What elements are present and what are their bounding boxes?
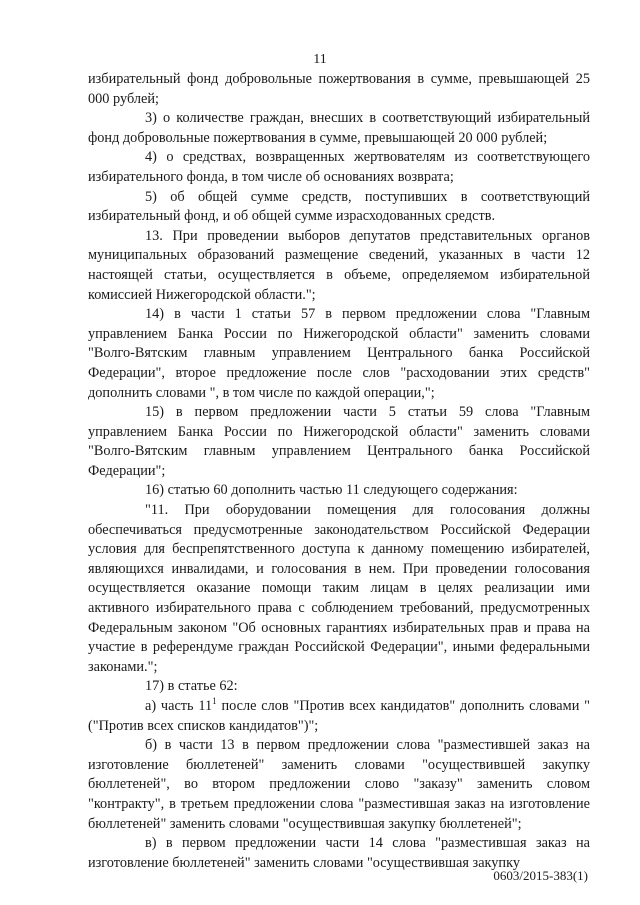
paragraph-item-4: 4) о средствах, возвращенных жертвователям из соответствующего избирательного фонда, в том числе об основаниях возврата; xyxy=(88,149,590,185)
subitem-a-text-end: после слов "Против всех кандидатов" дополнить словами "("Против всех списков кандидатов")"; xyxy=(88,698,591,734)
paragraph-subitem-b: б) в части 13 в первом предложении слова "разместившей заказ на изготовление бюллетеней" заменить словами "осуществившей закупку бюллетеней", во втором предложении слово "заказу" заменить словом "контракту", в третьем предложении слова "разместившая заказ на изготовление бюллетеней" заменить словами "осуществившая закупку бюллетеней"; xyxy=(88,737,590,832)
paragraph-part-11-quote: "11. При оборудовании помещения для голосования должны обеспечиваться предусмотренные законодательством Российской Федерации условия для беспрепятственного доступа к данному помещению избирателей, являющихся инвалидами, и голосования в нем. При проведении голосования осуществляется оказание помощи таким лицам в целях реализации ими активного избирательного права с соблюдением требований, предусмотренных Федеральным законом "Об основных гарантиях избирательных прав и права на участие в референдуме граждан Российской Федерации", иными федеральными законами."; xyxy=(88,502,590,675)
paragraph-item-17: 17) в статье 62: xyxy=(145,678,238,695)
page-number: 11 xyxy=(313,52,327,67)
superscript: 1 xyxy=(212,696,217,706)
paragraph-continuation: избирательный фонд добровольные пожертвования в сумме, превышающей 25 000 рублей; xyxy=(88,71,590,107)
paragraph-item-15: 15) в первом предложении части 5 статьи 59 слова "Главным управлением Банка России по Нижегородской области" заменить словами "Волго-Вятским главным управлением Центрального банка Российской Федерации"; xyxy=(88,404,590,479)
document-code: 0603/2015-383(1) xyxy=(493,868,588,883)
paragraph-item-3: 3) о количестве граждан, внесших в соответствующий избирательный фонд добровольные пожертвования в сумме, превышающей 20 000 рублей; xyxy=(88,110,590,146)
paragraph-part-13: 13. При проведении выборов депутатов представительных органов муниципальных образований размещение сведений, указанных в части 12 настоящей статьи, осуществляется в объеме, определяемом избирательной комиссией Нижегородской области."; xyxy=(88,227,590,303)
paragraph-subitem-a xyxy=(88,697,590,736)
paragraph-item-14: 14) в части 1 статьи 57 в первом предложении слова "Главным управлением Банка России по Нижегородской области" заменить словами "Волго-Вятским главным управлением Центрального банка Российской Федерации", второе предложение после слов "расходовании этих средств" дополнить словами ", в том числе по каждой операции,"; xyxy=(88,306,590,401)
paragraph-item-16: 16) статью 60 дополнить частью 11 следующего содержания: xyxy=(145,482,518,499)
subitem-a-text-start: а) часть 11 xyxy=(145,698,213,714)
paragraph-subitem-v: в) в первом предложении части 14 слова "разместившая заказ на изготовление бюллетеней" заменить словами "осуществившая закупку xyxy=(88,835,590,871)
document-body xyxy=(88,70,590,873)
paragraph-item-5: 5) об общей сумме средств, поступивших в соответствующий избирательный фонд, и об общей сумме израсходованных средств. xyxy=(88,188,590,225)
